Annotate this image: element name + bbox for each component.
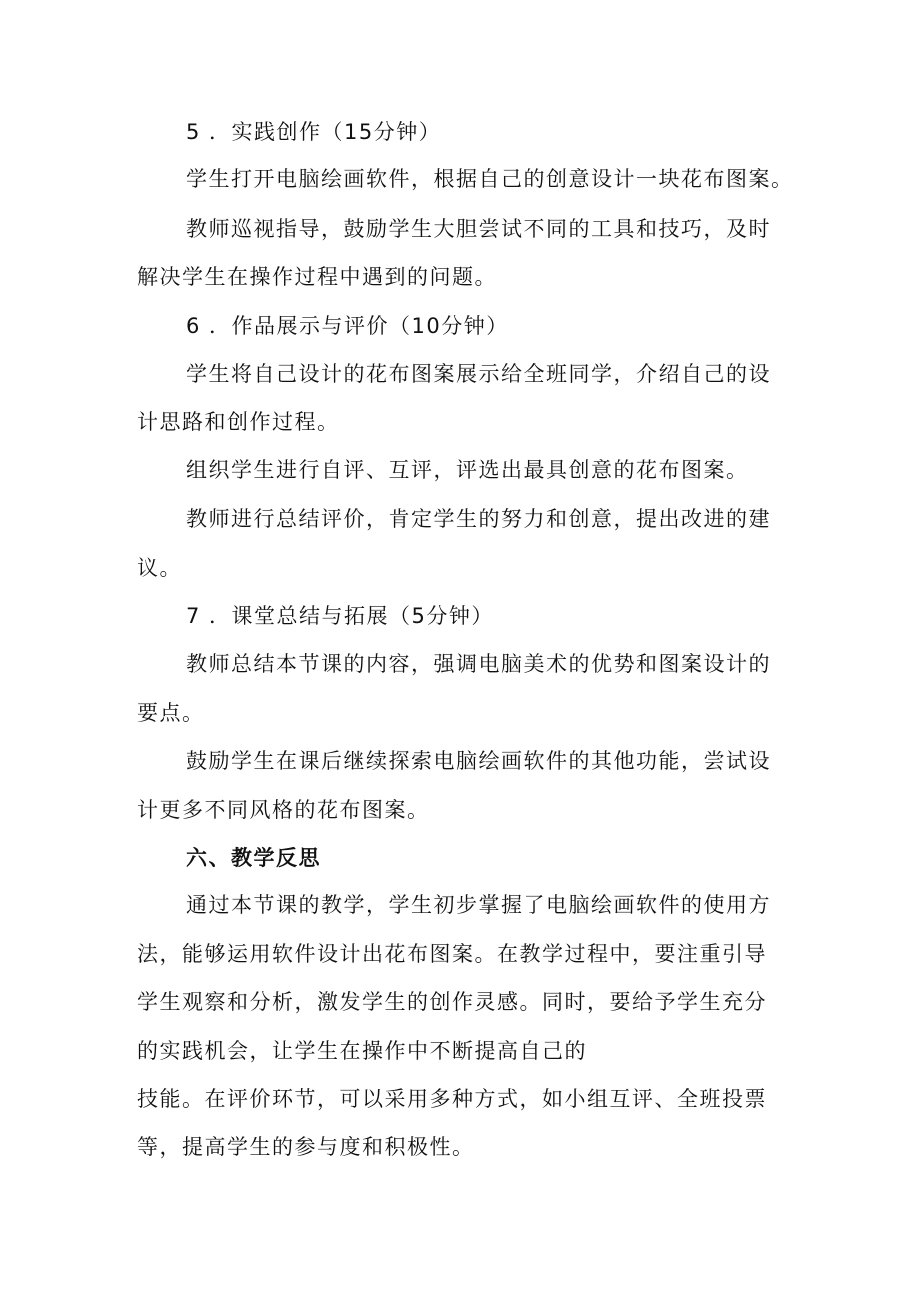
paragraph-line: 通过本节课的教学，学生初步掌握了电脑绘画软件的使用方 — [186, 893, 771, 917]
paragraph-line: 法，能够运用软件设计出花布图案。在教学过程中，要注重引导 — [137, 942, 767, 966]
paragraph-line: 议。 — [137, 556, 182, 580]
section-heading-practice: 5 ．实践创作（15分钟） — [186, 120, 442, 144]
paragraph-line: 学生观察和分析，激发学生的创作灵感。同时，要给予学生充分 — [137, 990, 767, 1014]
paragraph-line: 等，提高学生的参与度和积极性。 — [137, 1135, 475, 1159]
section-heading-reflection: 六、教学反思 — [186, 846, 321, 870]
section-heading-showcase: 6 ．作品展示与评价（10分钟） — [186, 314, 509, 338]
paragraph-line: 解决学生在操作过程中遇到的问题。 — [137, 265, 497, 289]
paragraph-line: 教师总结本节课的内容，强调电脑美术的优势和图案设计的 — [186, 652, 771, 676]
paragraph-line: 学生将自己设计的花布图案展示给全班同学，介绍自己的设 — [186, 362, 771, 386]
paragraph-line: 计更多不同风格的花布图案。 — [137, 798, 430, 822]
paragraph-line: 教师巡视指导，鼓励学生大胆尝试不同的工具和技巧，及时 — [186, 217, 771, 241]
section-heading-summary: 7 ．课堂总结与拓展（5分钟） — [186, 604, 494, 628]
paragraph-line: 教师进行总结评价，肯定学生的努力和创意，提出改进的建 — [186, 507, 771, 531]
paragraph-line: 鼓励学生在课后继续探索电脑绘画软件的其他功能，尝试设 — [186, 749, 771, 773]
paragraph-line: 的实践机会，让学生在操作中不断提高自己的 — [137, 1039, 587, 1063]
paragraph-line: 要点。 — [137, 701, 205, 725]
paragraph-line: 学生打开电脑绘画软件，根据自己的创意设计一块花布图案。 — [186, 167, 794, 191]
paragraph-line: 技能。在评价环节，可以采用多种方式，如小组互评、全班投票 — [137, 1087, 767, 1111]
paragraph-line: 计思路和创作过程。 — [137, 410, 340, 434]
paragraph-line: 组织学生进行自评、互评，评选出最具创意的花布图案。 — [186, 458, 749, 482]
